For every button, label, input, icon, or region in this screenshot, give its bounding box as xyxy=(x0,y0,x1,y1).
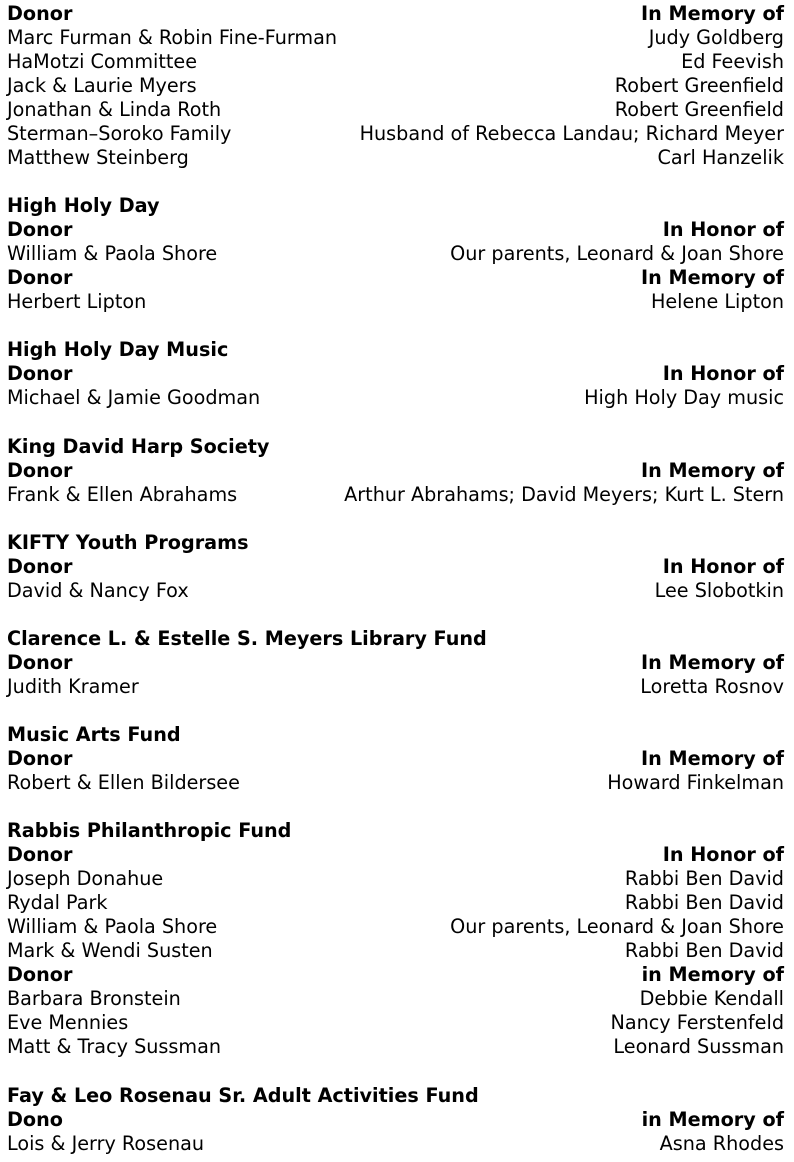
fund-title: Music Arts Fund xyxy=(7,723,181,747)
donor-name: HaMotzi Committee xyxy=(7,50,198,73)
section-spacer xyxy=(7,170,784,194)
tribute-name: Our parents, Leonard & Joan Shore xyxy=(450,915,784,939)
fund-section xyxy=(7,603,784,699)
donor-name: William & Paola Shore xyxy=(7,915,218,939)
donor-name: Matt & Tracy Sussman xyxy=(7,1035,222,1059)
fund-title: Clarence L. & Estelle S. Meyers Library Fund xyxy=(7,626,487,650)
tribute-column-header: In Memory of xyxy=(641,747,784,771)
tribute-entry-row xyxy=(7,1011,784,1035)
donor-name: Judith Kramer xyxy=(7,674,139,698)
fund-section xyxy=(7,507,784,603)
donor-name: Barbara Bronstein xyxy=(7,987,181,1011)
column-header-row xyxy=(7,651,784,675)
tribute-entry-row xyxy=(7,122,784,146)
section-spacer xyxy=(7,699,784,723)
tribute-name: Ed Feevish xyxy=(681,50,784,73)
donor-name: Jack & Laurie Myers xyxy=(7,74,197,97)
column-header-row xyxy=(7,1108,784,1132)
donor-column-header: Donor xyxy=(7,458,73,482)
tribute-entry-row xyxy=(7,1035,784,1059)
donor-column-header: Donor xyxy=(7,963,73,987)
tribute-name: Robert Greenfield xyxy=(614,98,784,121)
donor-column-header: Donor xyxy=(7,266,73,290)
donor-column-header: Donor xyxy=(7,218,73,242)
donor-name: William & Paola Shore xyxy=(7,242,218,266)
section-spacer xyxy=(7,410,784,434)
column-header-row xyxy=(7,2,784,26)
donor-name: Frank & Ellen Abrahams xyxy=(7,482,238,506)
donor-name: Herbert Lipton xyxy=(7,290,147,314)
tribute-name: Arthur Abrahams; David Meyers; Kurt L. Stern xyxy=(344,482,784,506)
donor-name: Sterman–Soroko Family xyxy=(7,122,232,145)
donor-column-header: Donor xyxy=(7,843,73,867)
tribute-entry-row xyxy=(7,771,784,795)
section-spacer xyxy=(7,795,784,819)
donor-name: Matthew Steinberg xyxy=(7,146,189,169)
column-header-row xyxy=(7,747,784,771)
donor-column-header: Donor xyxy=(7,747,73,771)
fund-section xyxy=(7,2,784,170)
column-header-row xyxy=(7,963,784,987)
tribute-name: Husband of Rebecca Landau; Richard Meyer xyxy=(359,122,784,145)
donor-name: Michael & Jamie Goodman xyxy=(7,386,261,410)
section-spacer xyxy=(7,507,784,531)
tribute-name: Lee Slobotkin xyxy=(654,578,784,602)
tribute-name: Helene Lipton xyxy=(650,290,784,314)
tribute-column-header: In Honor of xyxy=(662,843,784,867)
fund-title: High Holy Day xyxy=(7,194,160,218)
donor-name: Robert & Ellen Bildersee xyxy=(7,771,240,795)
fund-title: KIFTY Youth Programs xyxy=(7,530,249,554)
fund-section xyxy=(7,1059,784,1155)
column-header-row xyxy=(7,459,784,483)
tribute-entry-row xyxy=(7,74,784,98)
fund-section xyxy=(7,314,784,410)
tribute-name: Asna Rhodes xyxy=(659,1131,784,1155)
donor-name: Eve Mennies xyxy=(7,1011,129,1035)
tribute-name: Nancy Ferstenfeld xyxy=(610,1011,784,1035)
tribute-entry-row xyxy=(7,987,784,1011)
tribute-column-header: In Honor of xyxy=(662,362,784,386)
tribute-name: High Holy Day music xyxy=(584,386,784,410)
section-spacer xyxy=(7,314,784,338)
donor-column-header: Donor xyxy=(7,2,73,25)
donor-name: Lois & Jerry Rosenau xyxy=(7,1131,205,1155)
tribute-name: Rabbi Ben David xyxy=(624,891,784,915)
donor-column-header: Dono xyxy=(7,1107,63,1131)
tribute-name: Debbie Kendall xyxy=(639,987,784,1011)
tribute-column-header: In Honor of xyxy=(662,554,784,578)
tribute-name: Howard Finkelman xyxy=(607,771,784,795)
fund-title: Fay & Leo Rosenau Sr. Adult Activities Fund xyxy=(7,1083,479,1107)
tribute-name: Loretta Rosnov xyxy=(640,674,784,698)
tribute-name: Carl Hanzelik xyxy=(657,146,784,169)
donor-column-header: Donor xyxy=(7,362,73,386)
tribute-entry-row xyxy=(7,146,784,170)
fund-section xyxy=(7,699,784,795)
tribute-entry-row xyxy=(7,579,784,603)
fund-title: Rabbis Philanthropic Fund xyxy=(7,819,292,843)
donor-name: David & Nancy Fox xyxy=(7,578,189,602)
tribute-entry-row xyxy=(7,242,784,266)
donor-name: Rydal Park xyxy=(7,891,108,915)
donor-column-header: Donor xyxy=(7,650,73,674)
column-header-row xyxy=(7,218,784,242)
tribute-entry-row xyxy=(7,98,784,122)
column-header-row xyxy=(7,362,784,386)
fund-section xyxy=(7,795,784,1059)
section-spacer xyxy=(7,603,784,627)
fund-title: High Holy Day Music xyxy=(7,338,229,362)
column-header-row xyxy=(7,266,784,290)
donor-name: Mark & Wendi Susten xyxy=(7,939,213,963)
fund-title: King David Harp Society xyxy=(7,434,270,458)
tribute-column-header: In Honor of xyxy=(662,218,784,242)
tribute-entry-row xyxy=(7,290,784,314)
column-header-row xyxy=(7,843,784,867)
tribute-entry-row xyxy=(7,386,784,410)
tribute-column-header: in Memory of xyxy=(641,963,784,987)
tribute-column-header: In Memory of xyxy=(641,2,784,25)
section-spacer xyxy=(7,1059,784,1083)
fund-section xyxy=(7,170,784,314)
tribute-entry-row xyxy=(7,915,784,939)
tribute-entry-row xyxy=(7,867,784,891)
tribute-column-header: In Memory of xyxy=(641,266,784,290)
donor-name: Jonathan & Linda Roth xyxy=(7,98,222,121)
tribute-name: Rabbi Ben David xyxy=(624,867,784,891)
tribute-name: Rabbi Ben David xyxy=(624,939,784,963)
tribute-name: Leonard Sussman xyxy=(613,1035,784,1059)
tribute-entry-row xyxy=(7,675,784,699)
tribute-entry-row xyxy=(7,891,784,915)
fund-section xyxy=(7,410,784,506)
tribute-name: Robert Greenfield xyxy=(614,74,784,97)
tribute-entry-row xyxy=(7,26,784,50)
tribute-entry-row xyxy=(7,50,784,74)
tribute-column-header: In Memory of xyxy=(641,458,784,482)
tribute-entry-row xyxy=(7,939,784,963)
donor-name: Joseph Donahue xyxy=(7,867,164,891)
tribute-entry-row xyxy=(7,483,784,507)
donor-name: Marc Furman & Robin Fine-Furman xyxy=(7,26,338,49)
tribute-name: Judy Goldberg xyxy=(648,26,784,49)
column-header-row xyxy=(7,555,784,579)
tribute-column-header: In Memory of xyxy=(641,650,784,674)
donor-column-header: Donor xyxy=(7,554,73,578)
tribute-entry-row xyxy=(7,1132,784,1156)
tribute-name: Our parents, Leonard & Joan Shore xyxy=(450,242,784,266)
tribute-list-document xyxy=(7,2,784,1156)
tribute-column-header: in Memory of xyxy=(641,1107,784,1131)
